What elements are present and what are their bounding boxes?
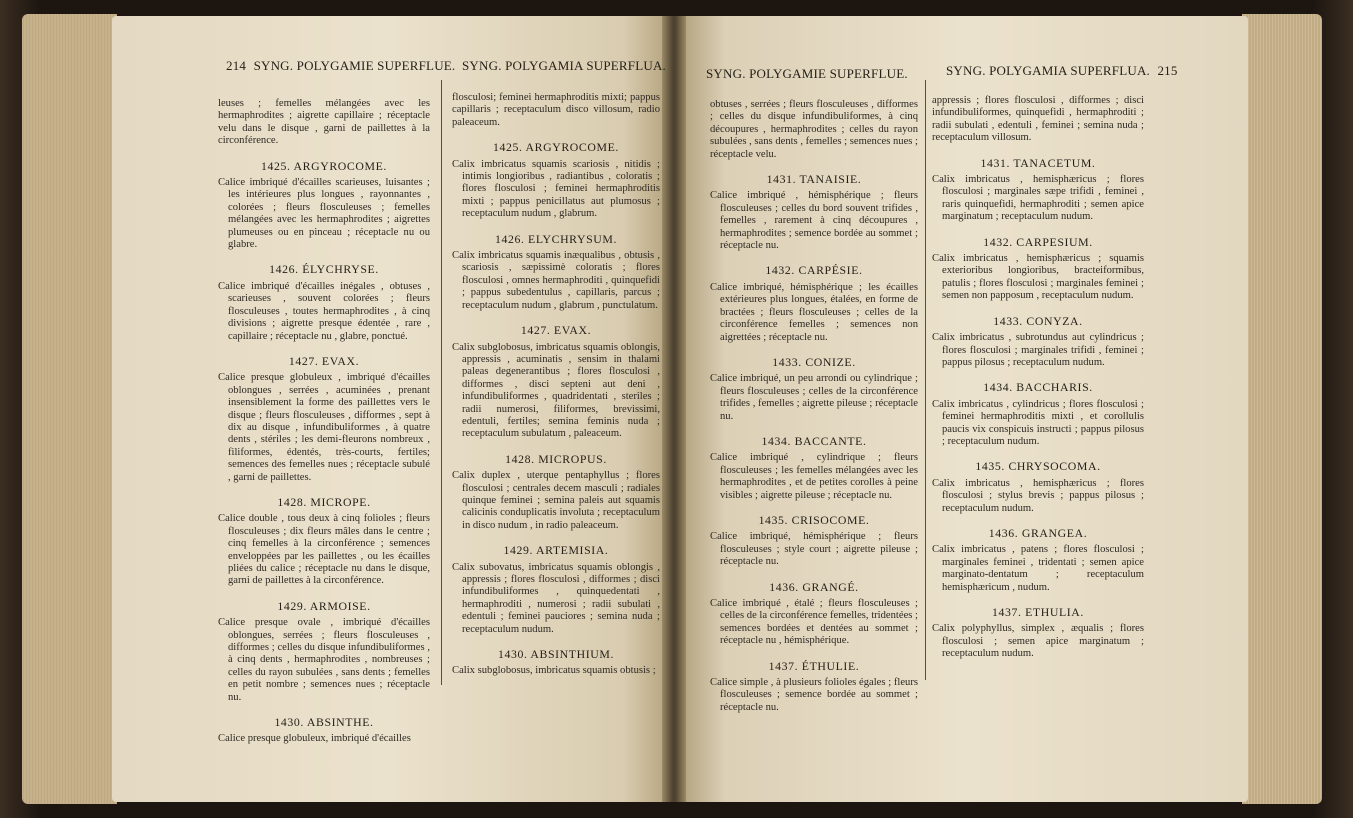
running-header-214 [222,58,455,74]
genus-title: 1434. BACCHARIS. [983,380,1093,395]
page-number: 215 [1157,63,1178,78]
running-header-french-right [706,66,908,82]
genus-entry [218,355,430,484]
genus-entry [932,236,1144,303]
genus-description: Calix imbricatus , hemisphæricus ; flores flosculosi ; marginales sæpe trifidi , feminei , raris quinquefidi, hermaphroditi ; semen apice marginatum ; receptaculum nudum. [932,174,1144,223]
genus-description: Calix imbricatus , cylindricus ; flores flosculosi ; feminei hermaphroditis mixti , et corollulis paucis vix conspicuis instructi ; pappus pilosus ; receptaculum nudum. [932,398,1144,447]
column-latin-215 [932,95,1144,673]
genus-entry [710,99,918,161]
genus-entry [710,264,918,343]
column-french-214 [218,98,430,758]
genus-description: Calice presque ovale , imbriqué d'écailles oblongues, serrées ; fleurs flosculeuses , difformes ; celles du disque infundibuliformes , à cinq dents , hermaphrodites , nombreuses ; celles du rayon subulées , sans dents ; femelles en petit nombre ; semences nues ; réceptacle nu. [218,617,430,703]
genus-entry [452,233,660,312]
genus-entry [452,92,660,129]
genus-description: Calice imbriqué , cylindrique ; fleurs flosculeuses ; les femelles mélangées avec les hermaphrodites , et de petites corolles à peine visibles ; aigrette pileuse ; réceptacle nu. [710,452,918,501]
column-latin-214 [452,92,660,690]
genus-description: Calice imbriqué, un peu arrondi ou cylindrique ; fleurs flosculeuses ; celles de la circonférence trifides , femelles ; aigrette pileuse ; réceptacle nu. [710,373,918,422]
genus-title: 1430. ABSINTHIUM. [497,647,615,662]
genus-description: Calix duplex , uterque pentaphyllus ; flores flosculosi ; centrales decem masculi ; radiales quinque feminei ; semina paleis aut squamis calicinis conduplicatis involuta ; receptaculum in disco nudum , in radio paleaceum. [452,470,660,531]
genus-description: Calix subglobosus, imbricatus squamis oblongis, appressis , acuminatis , sensim in thalami paleas degenerantibus ; flores flosculosi , difformes , disci septeni aut deni , infundibuliformes , quadridentati , steriles ; radii numerosi, filiformes, brevissimi, edentuli, fertiles; semina feminis nuda ; receptaculum subulatum , paleaceum. [452,341,660,440]
genus-title: 1430. ABSINTHE. [274,715,374,730]
genus-entry [932,157,1144,224]
genus-entry [710,356,918,423]
genus-description: Calice imbriqué , étalé ; fleurs flosculeuses ; celles de la circonférence femelles, tridentées ; semences bordées et dentées au sommet ; réceptacle nu , hémisphérique. [710,598,918,647]
genus-title: 1428. MICROPE. [277,494,371,509]
genus-title: 1427. EVAX. [520,323,592,338]
genus-title: 1425. ARGYROCOME. [261,158,387,173]
genus-entry [452,453,660,532]
genus-entry [218,263,430,342]
genus-title: 1435. CHRYSOCOMA. [975,459,1101,474]
header-text: SYNG. POLYGAMIE SUPERFLUE. [706,66,908,81]
header-text: SYNG. POLYGAMIE SUPERFLUE. [253,58,456,73]
header-text: SYNG. POLYGAMIA SUPERFLUA. [462,58,666,73]
header-text: SYNG. POLYGAMIA SUPERFLUA. [946,63,1150,78]
genus-description: Calix polyphyllus, simplex , æqualis ; flores flosculosi ; semen apice marginatum ; receptaculum nudum. [932,623,1144,660]
genus-title: 1429. ARTEMISIA. [503,543,609,558]
genus-description: Calix subglobosus, imbricatus squamis obtusis ; [452,665,656,677]
page-number: 214 [226,58,247,73]
genus-title: 1426. ELYCHRYSUM. [494,231,618,246]
genus-entry [452,141,660,220]
genus-description: flosculosi; feminei hermaphroditis mixti; pappus capillaris ; receptaculum disco villosum, radio paleaceum. [452,92,660,128]
genus-description: Calice double , tous deux à cinq folioles ; fleurs flosculeuses ; dix fleurs mâles dans le centre ; cinq femelles à la circonférence ; semences enveloppées par les paillettes , ou les écailles pliées du calice ; réceptacle nu dans le disque, garni de paillettes à la circonférence. [218,513,430,587]
genus-description: Calix subovatus, imbricatus squamis oblongis , appressis ; flores flosculosi , difformes ; disci infundibuliformes , quinquedentati , hermaphroditi , numerosi ; radii subulati , edentuli ; feminei pauciores ; semina nuda ; receptaculum nudum. [452,561,660,635]
genus-title: 1437. ÉTHULIE. [768,658,860,673]
column-french-215 [710,99,918,726]
page-edges-left [22,14,117,804]
book-gutter [662,16,686,802]
genus-title: 1437. ETHULIA. [992,605,1084,619]
genus-description: Calix imbricatus , hemisphæricus ; squamis exterioribus longioribus, bracteiformibus, patulis ; flores flosculosi ; marginales feminei ; semen non papposum , receptaculum nudum. [932,253,1144,302]
genus-entry [932,315,1144,370]
genus-entry [710,514,918,569]
genus-description: Calix imbricatus squamis scariosis , nitidis ; intimis longioribus , radiantibus , coloratis ; flores flosculosi ; feminei hermaphroditis mixti ; pappus penicillatus aut plumosus ; receptaculum nudum , glabrum. [452,158,660,220]
genus-entry [710,581,918,648]
genus-entry [218,600,430,704]
genus-title: 1436. GRANGÉ. [769,579,859,594]
genus-entry [932,381,1144,448]
genus-entry [932,527,1144,594]
genus-title: 1431. TANACETUM. [980,155,1096,170]
page-edges-right [1242,14,1322,804]
genus-entry [710,173,918,252]
genus-entry [452,544,660,636]
genus-title: 1427. EVAX. [288,353,360,368]
genus-title: 1433. CONYZA. [993,313,1083,328]
genus-description: Calice imbriqué d'écailles inégales , obtuses , scarieuses , souvent colorées ; fleurs flosculeuses , toutes hermaphrodites , à cinq divisions ; aigrette presque édentée , rare , capillaire ; réceptacle nu , glabre, ponctué. [218,280,430,342]
genus-description: Calix imbricatus squamis inæqualibus , obtusis , scariosis , sæpissimè coloratis ; flores flosculosi , omnes hermaphroditi , quinquefidi ; pappus subedentulus , capillaris, parcus ; receptaculum nudum , glabrum , punctulatum. [452,250,660,311]
running-header-215 [946,63,1182,79]
running-header-latin-left [462,58,666,74]
genus-title: 1429. ARMOISE. [277,598,371,613]
genus-entry [452,324,660,441]
genus-description: leuses ; femelles mélangées avec les hermaphrodites ; aigrette capillaire ; réceptacle velu dans le disque , garni de paillettes à la circonférence. [218,98,430,147]
genus-entry [710,660,918,715]
genus-entry [452,648,660,678]
genus-entry [710,435,918,502]
genus-title: 1426. ÉLYCHRYSE. [269,262,379,277]
genus-entry [218,98,430,148]
genus-description: Calice imbriqué, hémisphérique ; fleurs flosculeuses ; style court ; aigrette pileuse ; réceptacle nu. [710,531,918,568]
genus-entry [932,460,1144,515]
genus-description: Calix imbricatus , hemisphæricus ; flores flosculosi ; stylus brevis ; pappus pilosus ; receptaculum nudum. [932,477,1144,514]
genus-description: Calice imbriqué d'écailles scarieuses, luisantes ; les intérieures plus longues , rayonnantes , colorées ; fleurs flosculeuses ; femelles mélangées avec les hermaphrodites ; aigrettes plumeuses ou en pinceau ; réceptacle nu ou glabre. [218,177,430,251]
genus-description: appressis ; flores flosculosi , difformes ; disci infundibuliformes, quinquefidi , hermaphroditi ; radii subulati , edentuli , feminei ; semina nuda ; receptaculum villosum. [932,95,1144,144]
genus-title: 1435. CRISOCOME. [758,512,870,527]
genus-description: Calice imbriqué , hémisphérique ; fleurs flosculeuses ; celles du bord souvent trifides , femelles , rarement à cinq découpures , hermaphrodites ; semence bordée au sommet ; réceptacle nu. [710,190,918,252]
genus-description: Calix imbricatus , patens ; flores flosculosi ; marginales feminei , tridentati ; semen apice marginato-dentatum ; receptaculum hemisphæricum , nudum. [932,544,1144,593]
column-rule-left [441,80,442,685]
genus-title: 1425. ARGYROCOME. [493,140,619,155]
genus-entry [932,606,1144,661]
genus-description: Calice simple , à plusieurs folioles égales ; fleurs flosculeuses ; semence bordée au sommet ; réceptacle nu. [710,677,918,713]
genus-title: 1432. CARPESIUM. [983,234,1093,249]
genus-title: 1433. CONIZE. [772,354,856,369]
genus-entry [218,716,430,746]
column-rule-right [925,80,926,680]
genus-title: 1428. MICROPUS. [505,451,607,466]
genus-title: 1434. BACCANTE. [761,433,867,448]
genus-entry [218,160,430,252]
genus-description: Calice presque globuleux , imbriqué d'écailles oblongues , serrées , acuminées , prenant insensiblement la forme des paillettes vers le disque ; fleurs flosculeuses , difformes , sept à dix au disque , infundibuliformes , à quatre dents , stériles ; les demi-fleurons nombreux , filiformes, édentés, très-courts, fertiles; semences des femelles nues ; réceptacle subulé , garni de paillettes. [218,372,430,483]
genus-title: 1436. GRANGEA. [988,525,1088,540]
genus-entry [932,95,1144,145]
genus-description: Calix imbricatus , subrotundus aut cylindricus ; flores flosculosi ; marginales trifidi , feminei ; pappus pilosus ; receptaculum nudum. [932,332,1144,368]
genus-entry [218,496,430,588]
genus-description: Calice imbriqué, hémisphérique ; les écailles extérieures plus longues, étalées, en forme de bractées ; fleurs flosculeuses ; celles de la circonférence femelles ; semences non aigrettées ; réceptacle nu. [710,281,918,343]
genus-description: Calice presque globuleux, imbriqué d'écailles [218,733,411,745]
genus-description: obtuses , serrées ; fleurs flosculeuses , difformes ; celles du disque infundibuliformes, à cinq découpures , hermaphrodites ; celles du rayon subulées , sans dents , femelles ; semences nues ; réceptacle velu. [710,99,919,160]
genus-title: 1431. TANAISIE. [766,172,862,187]
genus-title: 1432. CARPÉSIE. [765,263,863,278]
